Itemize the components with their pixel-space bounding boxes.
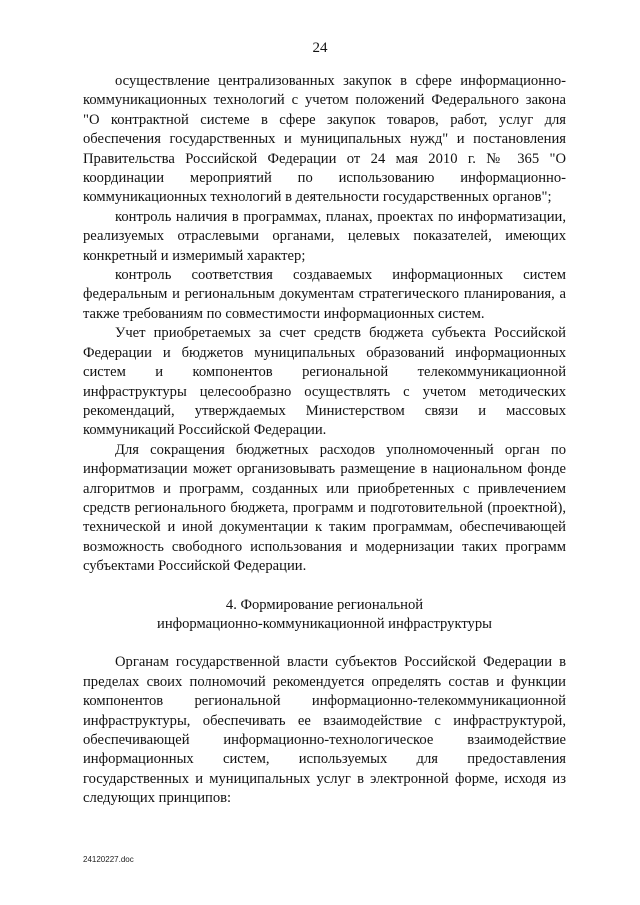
document-body [83,72,566,809]
page-number: 24 [312,40,328,56]
paragraph-procurement: осуществление централизованных закупок в сфере информационно-коммуникационных технологий с учетом положений Федерального закона "О контрактной системе в сфере закупок товаров, работ, услуг для обеспечения государственных и муниципальных нужд" и постановления Правительства Российской Федерации от 24 мая 2010 г. № 365 "О координации мероприятий по использованию информационно-коммуникационных технологий в деятельности государственных органов"; [83,73,566,206]
section-heading-line-1: 4. Формирование региональной [225,596,424,613]
paragraph-budget-reduction: Для сокращения бюджетных расходов уполномоченный орган по информатизации может организовывать размещение в национальном фонде алгоритмов и программ, созданных или приобретенных с привлечением средств регионального бюджета, программ и подготовительной (проектной), технической и иной документации к таким программам, обеспечивающей возможность свободного использования и модернизации таких программ субъектами Российской Федерации. [83,441,566,575]
section-spacer [83,634,566,653]
paragraph-control-compliance: контроль соответствия создаваемых информационных систем федеральным и региональным документам стратегического планирования, а также требованиям по совместимости информационных систем. [83,267,566,322]
paragraph-accounting: Учет приобретаемых за счет средств бюджета субъекта Российской Федерации и бюджетов муниципальных образований информационных систем и компонентов региональной телекоммуникационной инфраструктуры целесообразно осуществлять с учетом методических рекомендаций, утверждаемых Министерством связи и массовых коммуникаций Российской Федерации. [83,325,566,439]
section-heading [83,596,566,635]
paragraph-regional-bodies: Органам государственной власти субъектов Российской Федерации в пределах своих полномочий рекомендуется определять состав и функции компонентов региональной информационно-телекоммуникационной инфраструктуры, обеспечивать ее взаимодействие с инфраструктурой, обеспечивающей информационно-технологическое взаимодействие информационных систем, используемых для предоставления государственных и муниципальных услуг в электронной форме, исходя из следующих принципов: [83,654,566,807]
document-id-footer: 24120227.doc [83,855,134,864]
paragraph-control-targets: контроль наличия в программах, планах, проектах по информатизации, реализуемых отраслевыми органами, целевых показателей, имеющих конкретный и измеримый характер; [83,208,566,264]
section-heading-line-2: информационно-коммуникационной инфраструктуры [157,615,492,632]
